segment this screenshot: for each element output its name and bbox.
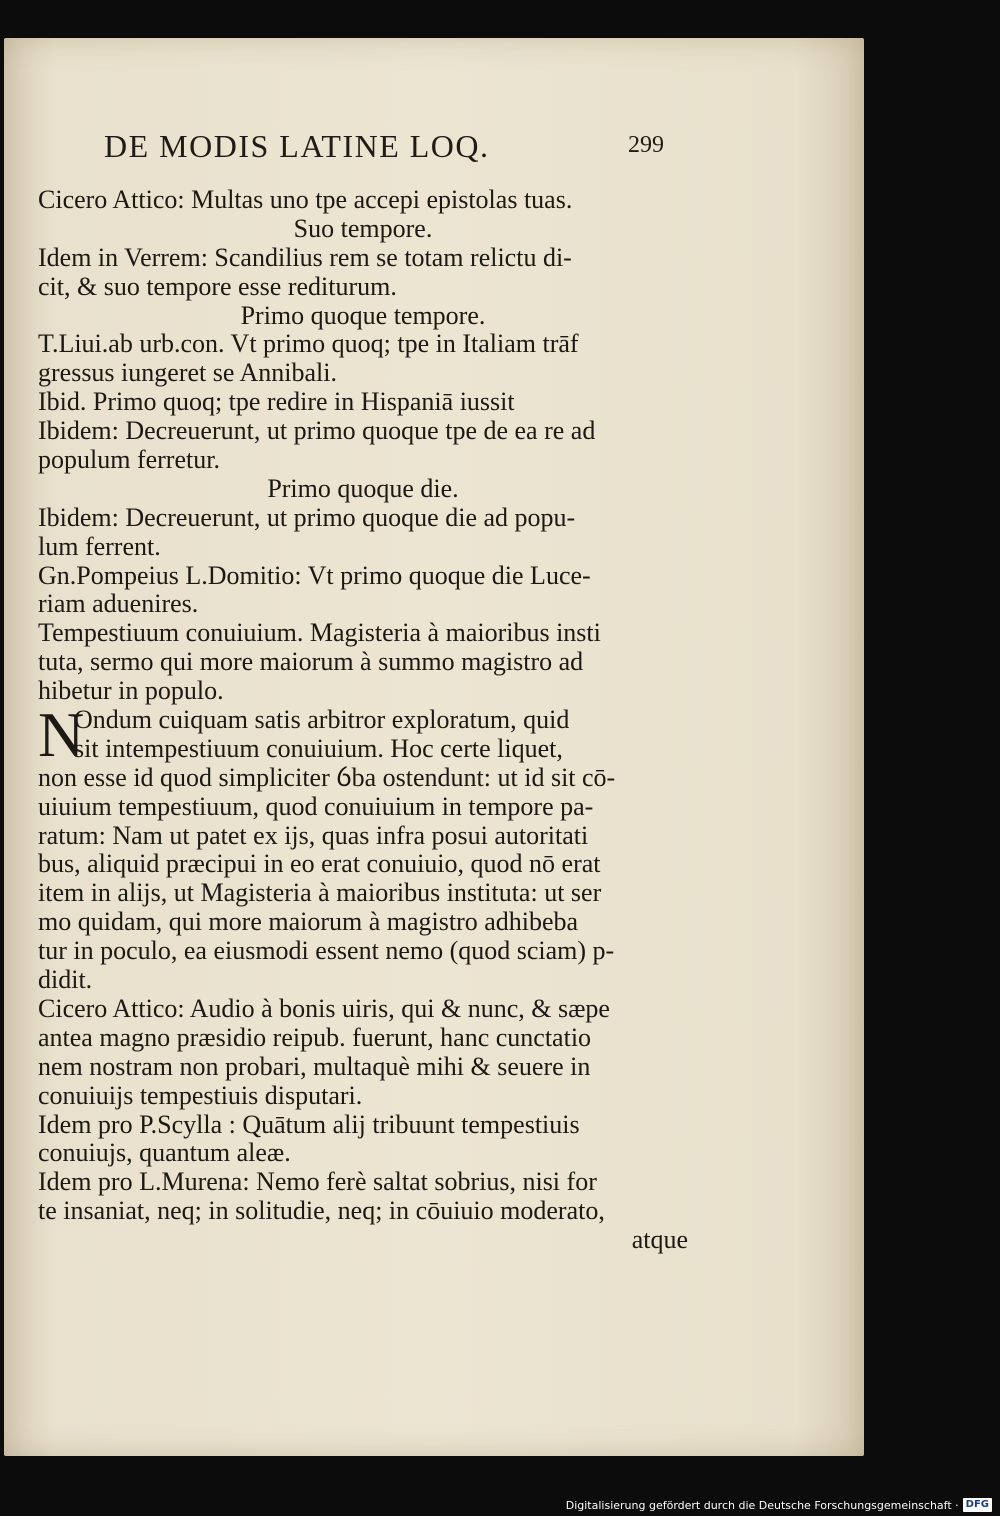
text-line: Gn.Pompeius L.Domitio: Vt primo quoque die Luce- <box>38 560 591 590</box>
text-line: sit intempestiuum conuiuium. Hoc certe liquet, <box>74 733 563 763</box>
text-line: riam aduenires. <box>38 589 199 619</box>
text-line: gressus iungeret se Annibali. <box>38 358 337 388</box>
text-line: te insaniat, neq; in solitudie, neq; in cōuiuio moderato, <box>38 1196 605 1226</box>
text-line: Ibidem: Decreuerunt, ut primo quoque die ad popu- <box>38 502 576 532</box>
text-line: Cicero Attico: Multas uno tpe accepi epistolas tuas. <box>38 185 573 214</box>
catchword: atque <box>631 1225 688 1255</box>
text-line: item in alijs, ut Magisteria à maioribus instituta: ut ser <box>38 878 602 908</box>
scanned-page <box>4 38 864 1456</box>
text-line: nem nostram non probari, multaquè mihi & seuere in <box>38 1051 591 1081</box>
text-line: Ibidem: Decreuerunt, ut primo quoque tpe de ea re ad <box>38 416 596 446</box>
dfg-logo-icon: DFG <box>963 1498 992 1512</box>
text-line: Idem in Verrem: Scandilius rem se totam relictu di- <box>38 242 572 272</box>
section-heading: Primo quoque die. <box>267 473 459 503</box>
text-line: populum ferretur. <box>38 445 220 475</box>
text-line: bus, aliquid præcipui in eo erat conuiuio, quod nō erat <box>38 849 601 879</box>
text-line: tur in poculo, ea eiusmodi essent nemo (quod sciam) p- <box>38 936 615 966</box>
drop-cap: N <box>38 699 85 771</box>
text-line: T.Liui.ab urb.con. Vt primo quoq; tpe in Italiam trāf <box>38 329 579 359</box>
text-line: ratum: Nam ut patet ex ijs, quas infra posui autoritati <box>38 820 589 850</box>
credit-text: Digitalisierung gefördert durch die Deutsche Forschungsgemeinschaft · <box>565 1498 959 1512</box>
text-line: didit. <box>38 965 93 995</box>
text-line: Ondum cuiquam satis arbitror exploratum, quid <box>74 705 570 735</box>
text-line: uiuium tempestiuum, quod conuiuium in tempore pa- <box>38 791 594 821</box>
text-line: tuta, sermo qui more maiorum à summo magistro ad <box>38 647 584 677</box>
text-line: Cicero Attico: Audio à bonis uiris, qui & nunc, & sæpe <box>38 993 610 1023</box>
dropcap-paragraph <box>38 699 688 771</box>
text-line: cit, & suo tempore esse rediturum. <box>38 271 397 301</box>
running-head: DE MODIS LATINE LOQ. <box>104 128 490 164</box>
text-line: Ibid. Primo quoq; tpe redire in Hispaniā iussit <box>38 387 515 417</box>
section-heading: Suo tempore. <box>293 213 433 243</box>
page-header <box>104 122 664 174</box>
body-text <box>38 186 688 1255</box>
text-line: non esse id quod simpliciter ỽba ostendunt: ut id sit cō- <box>38 762 616 792</box>
text-line: Tempestiuum conuiuium. Magisteria à maioribus insti <box>38 618 601 648</box>
text-line: conuiuijs tempestiuis disputari. <box>38 1080 363 1110</box>
page-number: 299 <box>628 132 664 158</box>
text-line: conuiujs, quantum aleæ. <box>38 1138 291 1168</box>
text-line: antea magno præsidio reipub. fuerunt, hanc cunctatio <box>38 1022 592 1052</box>
section-heading: Primo quoque tempore. <box>240 300 486 330</box>
text-line: lum ferrent. <box>38 531 161 561</box>
text-line: mo quidam, qui more maiorum à magistro adhibeba <box>38 907 579 937</box>
digitization-credit <box>566 1497 992 1513</box>
text-line: Idem pro L.Murena: Nemo ferè saltat sobrius, nisi for <box>38 1167 597 1197</box>
text-line: hibetur in populo. <box>38 676 224 706</box>
text-line: Idem pro P.Scylla : Quātum alij tribuunt tempestiuis <box>38 1109 580 1139</box>
